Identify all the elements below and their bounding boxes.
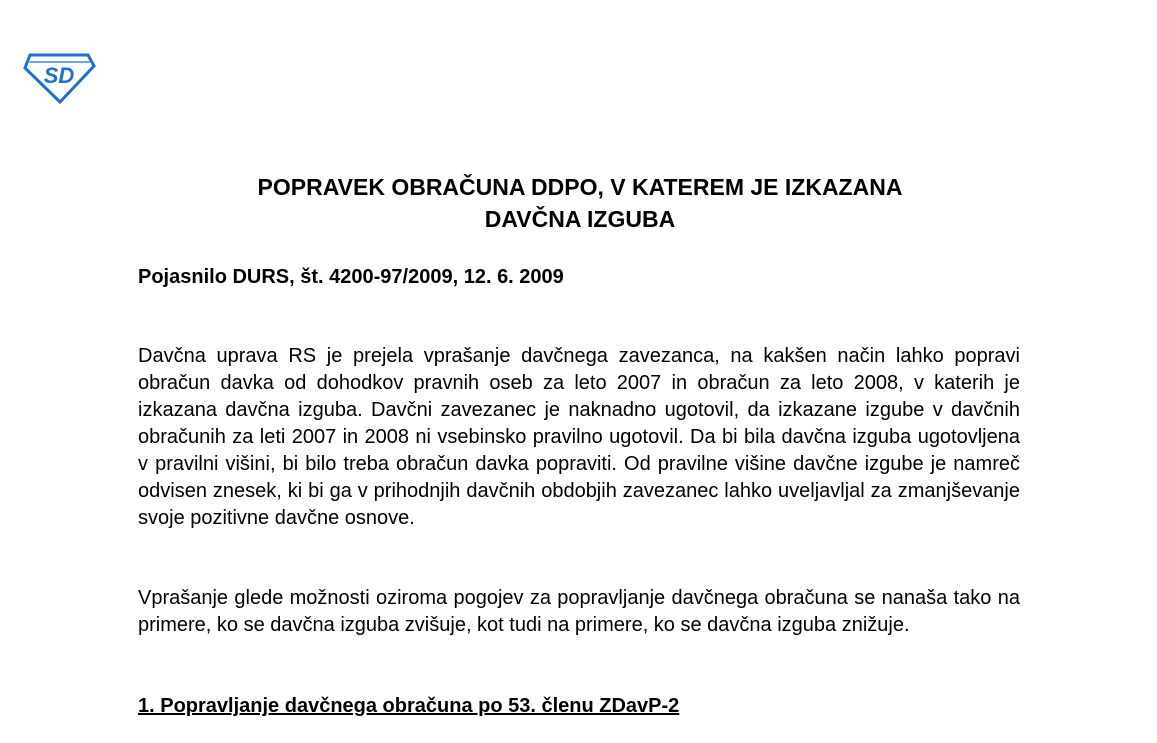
paragraph-2: Vprašanje glede možnosti oziroma pogojev za popravljanje davčnega obračuna se nanaša tako na primere, ko se davčna izguba zvišuje, kot tudi na primere, ko se davčna izguba znižuje. bbox=[138, 587, 1020, 636]
document-title bbox=[140, 171, 1020, 235]
paragraph-1: Davčna uprava RS je prejela vprašanje davčnega zavezanca, na kakšen način lahko popravi obračun davka od dohodkov pravnih oseb za leto 2007 in obračun za leto 2008, v katerih je izkazana davčna izguba. Davčni zavezanec je naknadno ugotovil, da izkazane izgube v davčnih obračunih za leti 2007 in 2008 ni vsebinsko pravilno ugotovil. Da bi bila davčna izguba ugotovljena v pravilni višini, bi bilo treba obračun davka popraviti. Od pravilne višine davčne izgube je namreč odvisen znesek, ki bi ga v prihodnjih davčnih obdobjih zavezanec lahko uveljavljal za zmanjševanje svoje pozitivne davčne osnove. bbox=[138, 345, 1020, 529]
sd-logo-icon bbox=[22, 52, 96, 104]
section-heading: 1. Popravljanje davčnega obračuna po 53. členu ZDavP-2 bbox=[138, 695, 680, 717]
title-line-1: POPRAVEK OBRAČUNA DDPO, V KATEREM JE IZKAZANA bbox=[257, 174, 903, 200]
title-line-2: DAVČNA IZGUBA bbox=[484, 206, 676, 232]
document-subtitle: Pojasnilo DURS, št. 4200-97/2009, 12. 6. 2009 bbox=[138, 266, 564, 288]
logo-letters: SD bbox=[43, 63, 75, 88]
